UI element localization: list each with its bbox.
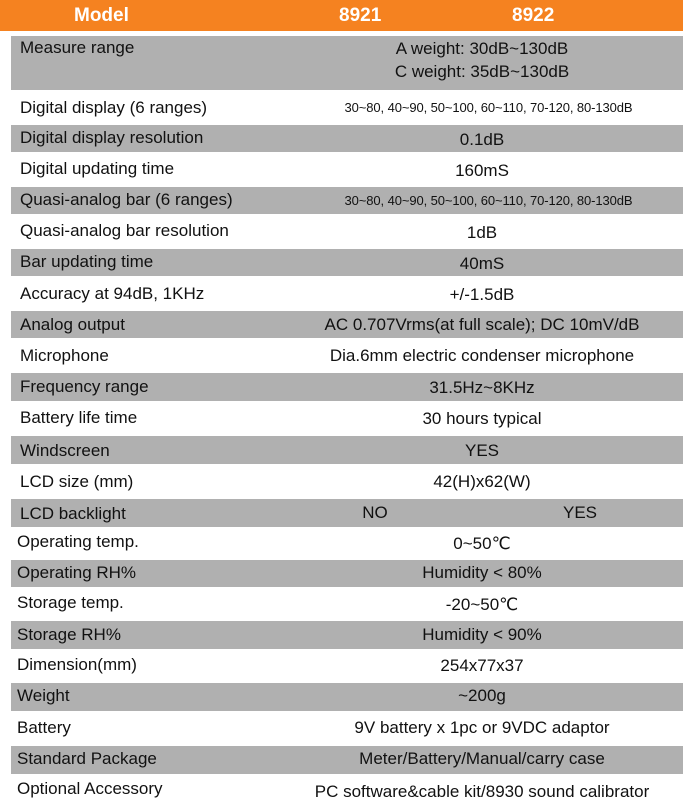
spec-row-measure-range: [11, 36, 683, 90]
lcd-backlight-8921-cell: [281, 499, 469, 527]
spec-value-8922: YES: [562, 503, 598, 522]
spec-label: Microphone: [20, 346, 109, 365]
spec-label: Battery: [17, 718, 71, 737]
spec-value: +/-1.5dB: [449, 285, 515, 304]
spec-label: Quasi-analog bar resolution: [20, 221, 229, 240]
spec-value: 30 hours typical: [422, 409, 542, 428]
spec-value-a-weight: A weight: 30dB~130dB: [395, 39, 569, 58]
spec-row-dimension: [11, 652, 683, 680]
spec-label: Storage temp.: [17, 593, 124, 612]
spec-row-bar-updating-time: [11, 249, 683, 276]
spec-label: Battery life time: [20, 408, 138, 427]
spec-label: LCD size (mm): [20, 472, 134, 491]
spec-row-digital-display-resolution: [11, 125, 683, 152]
spec-value: Dia.6mm electric condenser microphone: [329, 346, 635, 365]
spec-row-optional-accessory: [11, 777, 683, 806]
spec-row-quasi-analog-bar-resolution: [11, 218, 683, 245]
spec-value: 31.5Hz~8KHz: [429, 378, 535, 397]
spec-value: 160mS: [455, 161, 509, 180]
header-model-8921: 8921: [339, 5, 382, 26]
spec-row-lcd-backlight: [11, 499, 683, 527]
spec-label: Weight: [17, 686, 70, 705]
spec-label: Analog output: [20, 315, 125, 334]
spec-label: Digital updating time: [20, 159, 175, 178]
spec-label: Frequency range: [20, 377, 149, 396]
spec-row-operating-temp: [11, 531, 683, 558]
spec-row-battery: [11, 714, 683, 743]
spec-label: Optional Accessory: [17, 779, 163, 798]
spec-row-storage-temp: [11, 590, 683, 619]
spec-label: Operating RH%: [17, 563, 137, 582]
spec-value: Meter/Battery/Manual/carry case: [359, 749, 605, 768]
spec-value: 42(H)x62(W): [433, 472, 531, 491]
spec-label: Dimension(mm): [17, 655, 137, 674]
spec-row-frequency-range: [11, 373, 683, 401]
spec-table-header: [0, 0, 683, 31]
spec-value: 9V battery x 1pc or 9VDC adaptor: [354, 718, 610, 737]
spec-row-lcd-size: [11, 468, 683, 495]
spec-label: Standard Package: [17, 749, 157, 768]
header-model-label: Model: [74, 5, 129, 26]
spec-value: Humidity < 80%: [422, 563, 542, 582]
spec-value: 0~50℃: [453, 534, 511, 553]
spec-value: [281, 37, 683, 83]
spec-row-digital-display: [11, 94, 683, 121]
spec-row-analog-output: [11, 311, 683, 338]
spec-label: Accuracy at 94dB, 1KHz: [20, 284, 205, 303]
spec-value: -20~50℃: [445, 595, 519, 614]
spec-row-standard-package: [11, 746, 683, 774]
spec-label: Measure range: [20, 38, 135, 57]
spec-row-weight: [11, 683, 683, 711]
spec-label: LCD backlight: [20, 504, 126, 523]
spec-value: 254x77x37: [440, 656, 524, 675]
spec-label: Storage RH%: [17, 625, 121, 644]
spec-label: Digital display (6 ranges): [20, 98, 208, 117]
spec-value: 30~80, 40~90, 50~100, 60~110, 70-120, 80-130dB: [344, 193, 633, 208]
spec-label: Quasi-analog bar (6 ranges): [20, 190, 233, 209]
spec-value: AC 0.707Vrms(at full scale); DC 10mV/dB: [324, 315, 640, 334]
header-model-8922: 8922: [512, 5, 555, 26]
spec-label: Bar updating time: [20, 252, 154, 271]
spec-row-accuracy: [11, 280, 683, 307]
spec-row-quasi-analog-bar: [11, 187, 683, 214]
spec-row-microphone: [11, 342, 683, 369]
spec-label: Digital display resolution: [20, 128, 204, 147]
spec-row-storage-rh: [11, 621, 683, 649]
spec-row-digital-updating-time: [11, 156, 683, 183]
spec-value-c-weight: C weight: 35dB~130dB: [394, 62, 570, 81]
lcd-backlight-8922-cell: [477, 499, 683, 527]
spec-label: Operating temp.: [17, 532, 139, 551]
spec-value-8921: NO: [362, 503, 388, 522]
spec-row-operating-rh: [11, 560, 683, 587]
spec-value: Humidity < 90%: [422, 625, 542, 644]
spec-value: 0.1dB: [459, 130, 505, 149]
spec-value: PC software&cable kit/8930 sound calibrator: [314, 782, 650, 801]
spec-row-windscreen: [11, 436, 683, 464]
spec-row-battery-life: [11, 405, 683, 432]
spec-value: 40mS: [459, 254, 505, 273]
spec-value: 1dB: [466, 223, 498, 242]
spec-value: YES: [464, 441, 500, 460]
spec-value: ~200g: [458, 686, 506, 705]
spec-value: 30~80, 40~90, 50~100, 60~110, 70-120, 80-130dB: [344, 100, 633, 115]
spec-label: Windscreen: [20, 441, 110, 460]
